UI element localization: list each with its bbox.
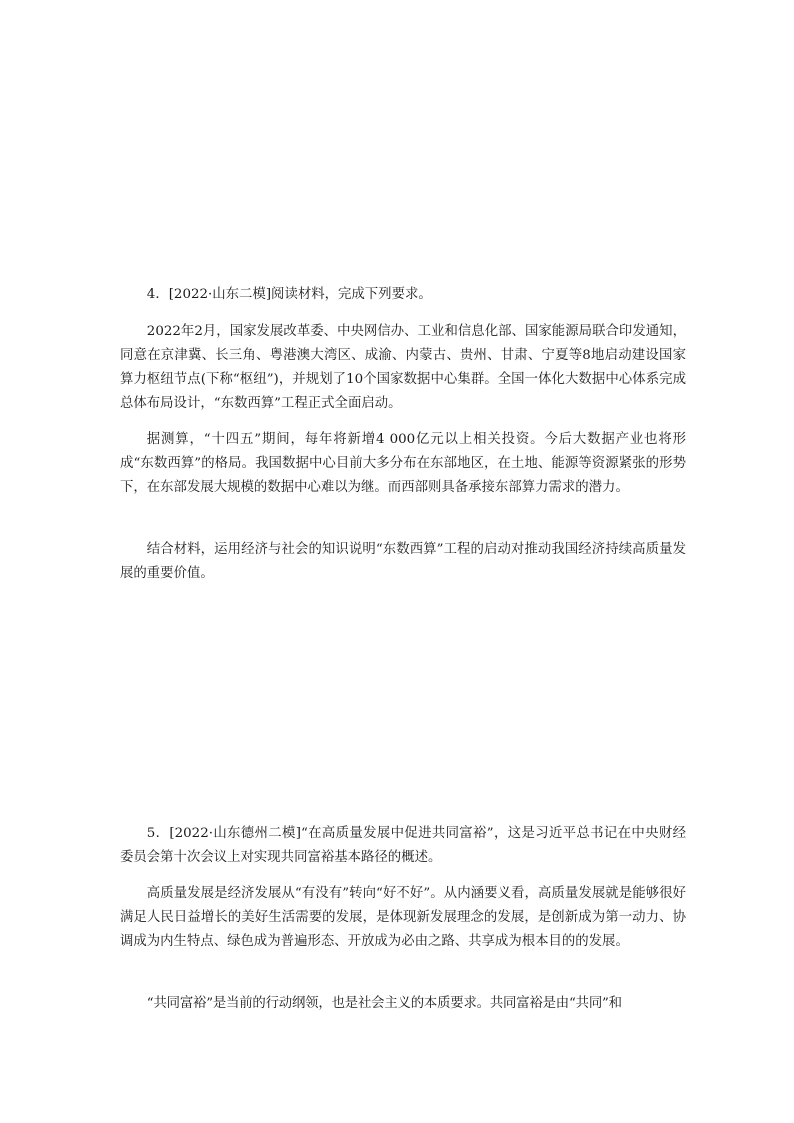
question-4-paragraph-1-block [120,320,686,416]
question-4-paragraph-3: 结合材料，运用经济与社会的知识说明“东数西算”工程的启动对推动我国经济持续高质量发展的重要价值。 [120,542,686,581]
question-5-heading: 5．[2022·山东德州二模]“在高质量发展中促进共同富裕”，这是习近平总书记在中央财经委员会第十次会议上对实现共同富裕基本路径的概述。 [120,826,686,865]
question-4-paragraph-2: 据测算，“十四五”期间，每年将新增4 000亿元以上相关投资。今后大数据产业也将形成“东数西算”的格局。我国数据中心目前大多分布在东部地区，在土地、能源等资源紧张的形势下，在东部发展大规模的数据中心难以为继。而西部则具备承接东部算力需求的潜力。 [120,432,686,495]
question-5-paragraph-2: “共同富裕”是当前的行动纲领，也是社会主义的本质要求。共同富裕是由“共同”和 [146,996,622,1011]
question-4-paragraph-1: 2022年2月，国家发展改革委、中央网信办、工业和信息化部、国家能源局联合印发通知，同意在京津冀、长三角、粤港澳大湾区、成渝、内蒙古、贵州、甘肃、宁夏等8地启动建设国家算力枢纽节点(下称“枢纽”)，并规划了10个国家数据中心集群。全国一体化大数据中心体系完成总体布局设计，“东数西算”工程正式全面启动。 [120,324,686,411]
question-5-heading-block [120,822,686,870]
question-4-heading-block [120,283,686,307]
question-4-paragraph-2-block [120,428,686,500]
question-5-paragraph-1: 高质量发展是经济发展从“有没有”转向“好不好”。从内涵要义看，高质量发展就是能够很好满足人民日益增长的美好生活需要的发展，是体现新发展理念的发展，是创新成为第一动力、协调成为内生特点、绿色成为普遍形态、开放成为必由之路、共享成为根本目的的发展。 [120,886,686,949]
question-4-paragraph-3-block [120,538,686,586]
question-5-paragraph-1-block [120,882,686,954]
question-4-heading: 4．[2022·山东二模]阅读材料，完成下列要求。 [146,287,432,302]
question-5-paragraph-2-block [120,992,686,1016]
